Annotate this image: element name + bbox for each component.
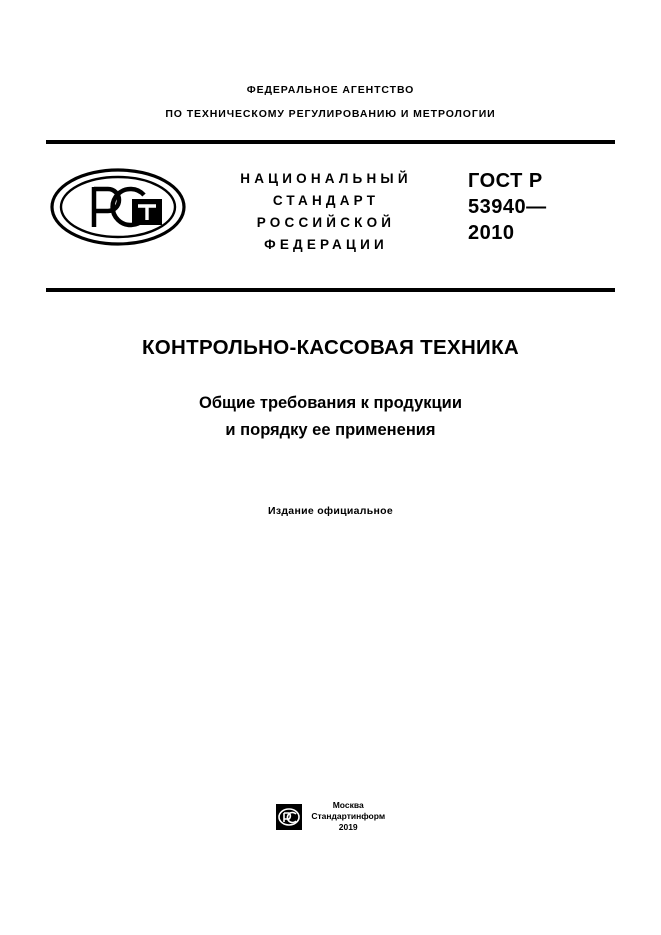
standartinform-logo-icon — [276, 804, 302, 830]
publisher-name: Стандартинформ — [311, 811, 386, 821]
standard-title-block — [196, 168, 456, 256]
standard-line-4: ФЕДЕРАЦИИ — [264, 237, 388, 252]
standard-line-2: СТАНДАРТ — [272, 193, 380, 208]
gost-code-line-3: 2010 — [468, 222, 515, 244]
edition-note: Издание официальное — [267, 505, 394, 517]
publisher-year: 2019 — [338, 822, 358, 832]
page-title: КОНТРОЛЬНО-КАССОВАЯ ТЕХНИКА — [141, 336, 519, 359]
gost-designation — [468, 168, 658, 246]
publisher-info — [311, 800, 385, 833]
page-subtitle — [0, 390, 661, 444]
gost-code-line-2: 53940— — [468, 196, 547, 218]
publisher-city: Москва — [332, 800, 364, 810]
rst-gost-emblem-icon — [48, 163, 188, 251]
standard-line-3: РОССИЙСКОЙ — [256, 215, 396, 230]
publisher-footer — [0, 800, 661, 833]
agency-line-1: ФЕДЕРАЛЬНОЕ АГЕНТСТВО — [246, 84, 415, 96]
page-subtitle-line-2: и порядку ее применения — [225, 421, 436, 439]
agency-header — [0, 84, 661, 120]
standard-line-1: НАЦИОНАЛЬНЫЙ — [240, 171, 412, 186]
agency-line-2: ПО ТЕХНИЧЕСКОМУ РЕГУЛИРОВАНИЮ И МЕТРОЛОГИИ — [165, 108, 496, 120]
gost-code-line-1: ГОСТ Р — [468, 170, 543, 192]
header-divider-bottom — [46, 288, 615, 292]
page-subtitle-line-1: Общие требования к продукции — [199, 394, 462, 412]
header-divider-top — [46, 140, 615, 144]
